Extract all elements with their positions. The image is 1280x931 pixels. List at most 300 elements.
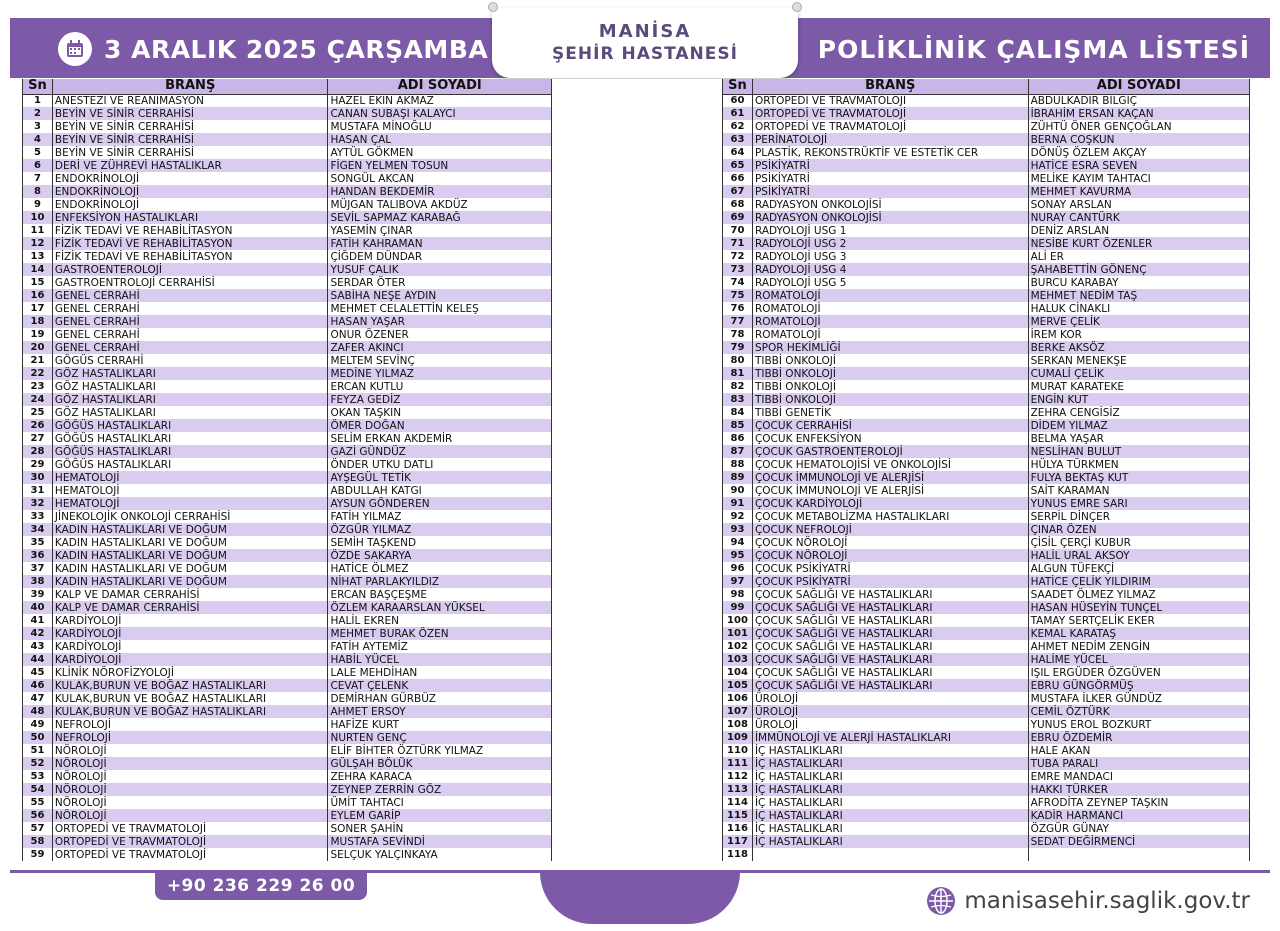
- row-name: AYŞEGÜL TETİK: [328, 471, 552, 484]
- row-sn: 30: [23, 471, 53, 484]
- row-sn: 21: [23, 354, 53, 367]
- row-sn: 114: [723, 796, 753, 809]
- row-brans: RADYASYON ONKOLOJİSİ: [752, 211, 1028, 224]
- row-name: ÖZGÜR GÜNAY: [1028, 822, 1249, 835]
- table-row: [723, 497, 1250, 510]
- row-brans: İÇ HASTALIKLARI: [752, 809, 1028, 822]
- table-row: [723, 341, 1250, 354]
- table-row: [23, 536, 552, 549]
- row-sn: 83: [723, 393, 753, 406]
- row-sn: 89: [723, 471, 753, 484]
- row-brans: ÇOCUK PSİKİYATRİ: [752, 575, 1028, 588]
- table-row: [23, 666, 552, 679]
- center-spacer: [552, 79, 722, 869]
- row-name: NURTEN GENÇ: [328, 731, 552, 744]
- row-brans: GENEL CERRAHİ: [52, 341, 328, 354]
- table-row: [23, 523, 552, 536]
- table-row: [723, 705, 1250, 718]
- table-row: [723, 250, 1250, 263]
- row-sn: 72: [723, 250, 753, 263]
- row-brans: ÇOCUK KARDİYOLOJİ: [752, 497, 1028, 510]
- row-sn: 46: [23, 679, 53, 692]
- row-name: YASEMİN ÇINAR: [328, 224, 552, 237]
- row-name: HATİCE ÖLMEZ: [328, 562, 552, 575]
- table-row: [23, 705, 552, 718]
- row-sn: 100: [723, 614, 753, 627]
- row-sn: 1: [23, 94, 53, 107]
- row-name: SERKAN MENEKŞE: [1028, 354, 1249, 367]
- row-brans: RADYOLOJİ USG 5: [752, 276, 1028, 289]
- row-brans: ORTOPEDİ VE TRAVMATOLOJİ: [752, 107, 1028, 120]
- row-brans: FİZİK TEDAVİ VE REHABİLİTASYON: [52, 237, 328, 250]
- row-sn: 108: [723, 718, 753, 731]
- row-sn: 55: [23, 796, 53, 809]
- row-name: AYTÜL GÖKMEN: [328, 146, 552, 159]
- row-name: SABİHA NEŞE AYDIN: [328, 289, 552, 302]
- website-link[interactable]: [926, 884, 1250, 918]
- row-brans: ÇOCUK ENFEKSİYON: [752, 432, 1028, 445]
- row-sn: 81: [723, 367, 753, 380]
- row-sn: 51: [23, 744, 53, 757]
- table-row: [723, 380, 1250, 393]
- row-brans: BEYİN VE SİNİR CERRAHİSİ: [52, 107, 328, 120]
- row-sn: 75: [723, 289, 753, 302]
- ring-decoration: [488, 2, 498, 12]
- row-brans: PSİKİYATRİ: [752, 159, 1028, 172]
- row-brans: ENDOKRİNOLOJİ: [52, 185, 328, 198]
- row-brans: KLİNİK NÖROFİZYOLOJİ: [52, 666, 328, 679]
- row-brans: GÖĞÜS HASTALIKLARI: [52, 445, 328, 458]
- table-row: [723, 419, 1250, 432]
- table-row: [723, 731, 1250, 744]
- row-name: FATİH KAHRAMAN: [328, 237, 552, 250]
- globe-icon: [926, 886, 956, 916]
- row-brans: GÖZ HASTALIKLARI: [52, 406, 328, 419]
- row-name: HASAN YAŞAR: [328, 315, 552, 328]
- row-name: TUBA PARALI: [1028, 757, 1249, 770]
- table-row: [723, 523, 1250, 536]
- table-row: [723, 484, 1250, 497]
- row-sn: 109: [723, 731, 753, 744]
- table-row: [23, 822, 552, 835]
- row-brans: NÖROLOJİ: [52, 809, 328, 822]
- row-sn: 69: [723, 211, 753, 224]
- row-name: MÜJGAN TALIBOVA AKDÜZ: [328, 198, 552, 211]
- row-sn: 76: [723, 302, 753, 315]
- row-name: İREM KOR: [1028, 328, 1249, 341]
- row-sn: 99: [723, 601, 753, 614]
- table-row: [723, 614, 1250, 627]
- table-body-left: [23, 94, 552, 861]
- table-row: [723, 185, 1250, 198]
- row-name: SEMİH TAŞKEND: [328, 536, 552, 549]
- row-name: OKAN TAŞKIN: [328, 406, 552, 419]
- row-brans: RADYOLOJİ USG 4: [752, 263, 1028, 276]
- table-row: [23, 640, 552, 653]
- row-name: BELMA YAŞAR: [1028, 432, 1249, 445]
- row-sn: 66: [723, 172, 753, 185]
- row-brans: ENFEKSİYON HASTALIKLARI: [52, 211, 328, 224]
- table-row: [23, 159, 552, 172]
- row-brans: GÖGÜS CERRAHİ: [52, 354, 328, 367]
- phone-number[interactable]: +90 236 229 26 00: [155, 872, 367, 900]
- table-row: [723, 848, 1250, 861]
- row-sn: 3: [23, 120, 53, 133]
- row-name: ÜMİT TAHTACI: [328, 796, 552, 809]
- row-sn: 11: [23, 224, 53, 237]
- row-brans: İÇ HASTALIKLARI: [752, 835, 1028, 848]
- row-sn: 10: [23, 211, 53, 224]
- column-header-sn: Sn: [723, 79, 753, 94]
- row-sn: 93: [723, 523, 753, 536]
- table-row: [723, 510, 1250, 523]
- table-row: [723, 588, 1250, 601]
- row-name: ÖNDER UTKU DATLI: [328, 458, 552, 471]
- table-row: [23, 497, 552, 510]
- row-name: ENGİN KUT: [1028, 393, 1249, 406]
- row-brans: ORTOPEDİ VE TRAVMATOLOJİ: [52, 848, 328, 861]
- row-sn: 112: [723, 770, 753, 783]
- table-row: [23, 614, 552, 627]
- row-name: SELİM ERKAN AKDEMİR: [328, 432, 552, 445]
- row-sn: 105: [723, 679, 753, 692]
- row-sn: 104: [723, 666, 753, 679]
- row-name: BERKE AKSÖZ: [1028, 341, 1249, 354]
- row-name: NESİBE KURT ÖZENLER: [1028, 237, 1249, 250]
- table-row: [23, 185, 552, 198]
- table-row: [23, 757, 552, 770]
- row-brans: ÇOCUK NÖROLOJİ: [752, 549, 1028, 562]
- row-sn: 16: [23, 289, 53, 302]
- row-sn: 6: [23, 159, 53, 172]
- row-brans: ENDOKRİNOLOJİ: [52, 172, 328, 185]
- table-row: [723, 575, 1250, 588]
- table-row: [23, 770, 552, 783]
- row-sn: 9: [23, 198, 53, 211]
- row-name: EYLEM GARİP: [328, 809, 552, 822]
- row-brans: ÜROLOJİ: [752, 692, 1028, 705]
- row-brans: GENEL CERRAHİ: [52, 302, 328, 315]
- row-sn: 56: [23, 809, 53, 822]
- row-name: HALİL URAL AKSOY: [1028, 549, 1249, 562]
- table-row: [723, 406, 1250, 419]
- table-row: [23, 94, 552, 107]
- row-sn: 77: [723, 315, 753, 328]
- row-name: BERNA COŞKUN: [1028, 133, 1249, 146]
- row-brans: ROMATOLOJİ: [752, 328, 1028, 341]
- row-brans: NÖROLOJİ: [52, 757, 328, 770]
- row-sn: 42: [23, 627, 53, 640]
- row-sn: 102: [723, 640, 753, 653]
- row-brans: ÇOCUK SAĞLIĞI VE HASTALIKLARI: [752, 601, 1028, 614]
- row-brans: FİZİK TEDAVİ VE REHABİLİTASYON: [52, 250, 328, 263]
- row-brans: ÇOCUK HEMATOLOJİSİ VE ONKOLOJİSİ: [752, 458, 1028, 471]
- row-name: MUSTAFA SEVİNDİ: [328, 835, 552, 848]
- row-brans: PERİNATOLOJİ: [752, 133, 1028, 146]
- row-brans: GÖĞÜS HASTALIKLARI: [52, 432, 328, 445]
- row-name: HAZEL EKİN AKMAZ: [328, 94, 552, 107]
- row-brans: [752, 848, 1028, 861]
- table-row: [723, 601, 1250, 614]
- table-row: [23, 133, 552, 146]
- row-name: SERPİL DİNÇER: [1028, 510, 1249, 523]
- row-brans: İMMÜNOLOJİ VE ALERJİ HASTALIKLARI: [752, 731, 1028, 744]
- row-brans: GENEL CERRAHİ: [52, 328, 328, 341]
- table-row: [23, 211, 552, 224]
- row-sn: 115: [723, 809, 753, 822]
- header-date: 3 ARALIK 2025 ÇARŞAMBA: [104, 34, 489, 64]
- row-name: GÜLŞAH BÖLÜK: [328, 757, 552, 770]
- row-brans: RADYASYON ONKOLOJİSİ: [752, 198, 1028, 211]
- table-row: [23, 263, 552, 276]
- row-name: ALİ ER: [1028, 250, 1249, 263]
- row-sn: 84: [723, 406, 753, 419]
- row-name: HAKKI TÜRKER: [1028, 783, 1249, 796]
- row-brans: İÇ HASTALIKLARI: [752, 822, 1028, 835]
- ring-decoration: [792, 2, 802, 12]
- table-row: [723, 692, 1250, 705]
- row-name: ABDÜLKADİR BİLGİÇ: [1028, 94, 1249, 107]
- row-brans: İÇ HASTALIKLARI: [752, 770, 1028, 783]
- row-name: SEDAT DEĞİRMENCİ: [1028, 835, 1249, 848]
- row-sn: 37: [23, 562, 53, 575]
- table-row: [23, 445, 552, 458]
- row-brans: NEFROLOJİ: [52, 718, 328, 731]
- row-name: ŞAHABETTİN GÖNENÇ: [1028, 263, 1249, 276]
- row-name: ERCAN BAŞÇEŞME: [328, 588, 552, 601]
- row-name: HALİL EKREN: [328, 614, 552, 627]
- row-brans: ÇOCUK İMMUNOLOJİ VE ALERJİSİ: [752, 471, 1028, 484]
- row-name: HASAN HÜSEYİN TUNÇEL: [1028, 601, 1249, 614]
- row-brans: RADYOLOJİ USG 1: [752, 224, 1028, 237]
- row-brans: ORTOPEDİ VE TRAVMATOLOJİ: [752, 94, 1028, 107]
- table-row: [23, 172, 552, 185]
- row-name: DENİZ ARSLAN: [1028, 224, 1249, 237]
- row-sn: 35: [23, 536, 53, 549]
- row-name: MEHMET KAVURMA: [1028, 185, 1249, 198]
- row-name: SAİT KARAMAN: [1028, 484, 1249, 497]
- row-name: HABİL YÜCEL: [328, 653, 552, 666]
- row-brans: KADIN HASTALIKLARI VE DOĞUM: [52, 523, 328, 536]
- row-sn: 78: [723, 328, 753, 341]
- table-row: [23, 393, 552, 406]
- table-row: [723, 562, 1250, 575]
- table-row: [23, 198, 552, 211]
- row-name: NİHAT PARLAKYILDIZ: [328, 575, 552, 588]
- row-sn: 79: [723, 341, 753, 354]
- row-brans: BEYİN VE SİNİR CERRAHİSİ: [52, 146, 328, 159]
- row-name: AHMET NEDİM ZENGİN: [1028, 640, 1249, 653]
- row-brans: ROMATOLOJİ: [752, 315, 1028, 328]
- row-sn: 45: [23, 666, 53, 679]
- row-brans: ÇOCUK SAĞLIĞI VE HASTALIKLARI: [752, 640, 1028, 653]
- row-name: HASAN ÇAL: [328, 133, 552, 146]
- row-brans: ROMATOLOJİ: [752, 289, 1028, 302]
- header-date-group: [58, 30, 488, 68]
- row-name: IŞIL ERGÜDER ÖZGÜVEN: [1028, 666, 1249, 679]
- row-name: HALUK CİNAKLI: [1028, 302, 1249, 315]
- row-sn: 96: [723, 562, 753, 575]
- table-row: [23, 783, 552, 796]
- row-brans: TIBBİ ONKOLOJİ: [752, 380, 1028, 393]
- row-name: EMRE MANDACI: [1028, 770, 1249, 783]
- table-row: [23, 484, 552, 497]
- row-name: SONAY ARSLAN: [1028, 198, 1249, 211]
- row-brans: KARDİYOLOJİ: [52, 640, 328, 653]
- row-name: FİGEN YELMEN TOSUN: [328, 159, 552, 172]
- row-name: ÖZDE SAKARYA: [328, 549, 552, 562]
- row-name: FATİH YILMAZ: [328, 510, 552, 523]
- row-brans: KARDİYOLOJİ: [52, 614, 328, 627]
- row-name: MELİKE KAYIM TAHTACI: [1028, 172, 1249, 185]
- row-name: TAMAY SERTÇELİK EKER: [1028, 614, 1249, 627]
- row-sn: 90: [723, 484, 753, 497]
- row-sn: 117: [723, 835, 753, 848]
- row-brans: ÇOCUK SAĞLIĞI VE HASTALIKLARI: [752, 666, 1028, 679]
- row-sn: 70: [723, 224, 753, 237]
- row-brans: NÖROLOJİ: [52, 770, 328, 783]
- row-sn: 13: [23, 250, 53, 263]
- row-name: ÇİĞDEM DÜNDAR: [328, 250, 552, 263]
- row-sn: 38: [23, 575, 53, 588]
- row-brans: ORTOPEDİ VE TRAVMATOLOJİ: [52, 822, 328, 835]
- row-sn: 39: [23, 588, 53, 601]
- table-row: [23, 848, 552, 861]
- table-row: [723, 640, 1250, 653]
- row-sn: 48: [23, 705, 53, 718]
- row-sn: 49: [23, 718, 53, 731]
- row-brans: NÖROLOJİ: [52, 796, 328, 809]
- row-name: FEYZA GEDİZ: [328, 393, 552, 406]
- row-name: ÖMER DOĞAN: [328, 419, 552, 432]
- row-sn: 65: [723, 159, 753, 172]
- row-sn: 29: [23, 458, 53, 471]
- table-row: [723, 172, 1250, 185]
- table-row: [723, 627, 1250, 640]
- row-brans: ROMATOLOJİ: [752, 302, 1028, 315]
- table-row: [23, 107, 552, 120]
- row-brans: KULAK,BURUN VE BOĞAZ HASTALIKLARI: [52, 705, 328, 718]
- row-brans: HEMATOLOJİ: [52, 497, 328, 510]
- row-name: MUSTAFA İLKER GÜNDÜZ: [1028, 692, 1249, 705]
- row-sn: 57: [23, 822, 53, 835]
- table-row: [723, 393, 1250, 406]
- row-brans: KARDİYOLOJİ: [52, 653, 328, 666]
- row-brans: JİNEKOLOJİK ONKOLOJİ CERRAHİSİ: [52, 510, 328, 523]
- table-row: [723, 432, 1250, 445]
- table-row: [723, 536, 1250, 549]
- row-brans: ANESTEZİ VE REANİMASYON: [52, 94, 328, 107]
- row-name: ÇİSİL ÇERÇİ KUBUR: [1028, 536, 1249, 549]
- row-brans: PSİKİYATRİ: [752, 172, 1028, 185]
- row-brans: GÖZ HASTALIKLARI: [52, 380, 328, 393]
- row-brans: ÇOCUK NEFROLOJİ: [752, 523, 1028, 536]
- row-brans: RADYOLOJİ USG 2: [752, 237, 1028, 250]
- table-row: [23, 575, 552, 588]
- row-brans: KADIN HASTALIKLARI VE DOĞUM: [52, 575, 328, 588]
- row-name: MEDİNE YILMAZ: [328, 367, 552, 380]
- row-brans: HEMATOLOJİ: [52, 471, 328, 484]
- row-sn: 4: [23, 133, 53, 146]
- table-row: [23, 809, 552, 822]
- column-header-name: ADI SOYADI: [328, 79, 552, 94]
- table-row: [723, 783, 1250, 796]
- row-sn: 68: [723, 198, 753, 211]
- row-sn: 44: [23, 653, 53, 666]
- row-name: SERDAR ÖTER: [328, 276, 552, 289]
- row-brans: GASTROENTEROLOJİ: [52, 263, 328, 276]
- table-row: [23, 328, 552, 341]
- row-sn: 25: [23, 406, 53, 419]
- row-brans: ÇOCUK SAĞLIĞI VE HASTALIKLARI: [752, 653, 1028, 666]
- table-row: [23, 653, 552, 666]
- table-row: [723, 770, 1250, 783]
- row-name: CEMİL ÖZTÜRK: [1028, 705, 1249, 718]
- row-name: AYSUN GÖNDEREN: [328, 497, 552, 510]
- table-row: [723, 835, 1250, 848]
- column-header-brans: BRANŞ: [752, 79, 1028, 94]
- row-sn: 14: [23, 263, 53, 276]
- row-sn: 116: [723, 822, 753, 835]
- row-name: ZEYNEP ZERRİN GÖZ: [328, 783, 552, 796]
- row-name: ZEHRA CENGİSİZ: [1028, 406, 1249, 419]
- table-row: [23, 276, 552, 289]
- row-name: ONUR ÖZENER: [328, 328, 552, 341]
- row-sn: 12: [23, 237, 53, 250]
- row-sn: 113: [723, 783, 753, 796]
- row-name: GAZİ GÜNDÜZ: [328, 445, 552, 458]
- row-name: FULYA BEKTAŞ KUT: [1028, 471, 1249, 484]
- row-brans: TIBBİ ONKOLOJİ: [752, 393, 1028, 406]
- row-sn: 27: [23, 432, 53, 445]
- row-sn: 71: [723, 237, 753, 250]
- row-sn: 85: [723, 419, 753, 432]
- row-name: DİDEM YILMAZ: [1028, 419, 1249, 432]
- footer-tab: [540, 872, 740, 924]
- table-row: [723, 94, 1250, 107]
- table-row: [723, 263, 1250, 276]
- row-name: SEVİL SAPMAZ KARABAĞ: [328, 211, 552, 224]
- table-row: [723, 796, 1250, 809]
- row-name: NURAY CANTÜRK: [1028, 211, 1249, 224]
- row-brans: GENEL CERRAHİ: [52, 289, 328, 302]
- row-name: ERCAN KUTLU: [328, 380, 552, 393]
- row-name: CEVAT ÇELENK: [328, 679, 552, 692]
- table-row: [23, 588, 552, 601]
- row-sn: 61: [723, 107, 753, 120]
- row-name: FATİH AYTEMİZ: [328, 640, 552, 653]
- row-name: SAADET ÖLMEZ YILMAZ: [1028, 588, 1249, 601]
- hospital-logo-tab: [492, 8, 798, 78]
- table-row: [723, 120, 1250, 133]
- table-row: [723, 107, 1250, 120]
- row-name: CUMALİ ÇELİK: [1028, 367, 1249, 380]
- row-name: DEMİRHAN GÜRBÜZ: [328, 692, 552, 705]
- row-brans: ÇOCUK PSİKİYATRİ: [752, 562, 1028, 575]
- table-row: [723, 445, 1250, 458]
- row-name: HALE AKAN: [1028, 744, 1249, 757]
- row-sn: 5: [23, 146, 53, 159]
- row-brans: KADIN HASTALIKLARI VE DOĞUM: [52, 549, 328, 562]
- row-brans: KADIN HASTALIKLARI VE DOĞUM: [52, 536, 328, 549]
- row-name: ZAFER AKINCI: [328, 341, 552, 354]
- table-row: [723, 679, 1250, 692]
- row-brans: KULAK,BURUN VE BOĞAZ HASTALIKLARI: [52, 679, 328, 692]
- row-name: YUSUF ÇALIK: [328, 263, 552, 276]
- row-sn: 111: [723, 757, 753, 770]
- row-brans: ÇOCUK SAĞLIĞI VE HASTALIKLARI: [752, 614, 1028, 627]
- row-sn: 82: [723, 380, 753, 393]
